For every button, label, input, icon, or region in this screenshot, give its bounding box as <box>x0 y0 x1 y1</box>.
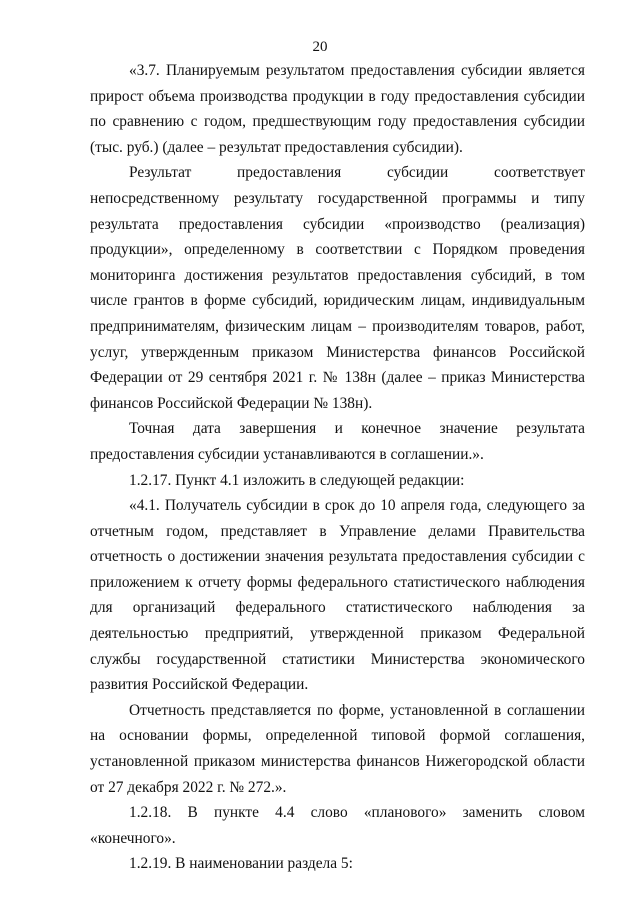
paragraph-result-planned: «3.7. Планируемым результатом предоставления субсидии является прирост объема производства продукции в году предоставления субсидии по сравнению с годом, предшествующим году предоставления субсидии (тыс. руб.) (далее – результат предоставления субсидии). <box>90 62 585 156</box>
paragraph-item-1-2-18: 1.2.18. В пункте 4.4 слово «планового» заменить словом «конечного». <box>90 804 585 847</box>
paragraph-result-deadline: Точная дата завершения и конечное значение результата предоставления субсидии устанавливаются в соглашении.». <box>90 420 585 463</box>
document-body <box>90 58 585 877</box>
paragraph-item-1-2-19: 1.2.19. В наименовании раздела 5: <box>129 855 353 873</box>
page-number: 20 <box>312 39 328 55</box>
paragraph-item-1-2-17: 1.2.17. Пункт 4.1 изложить в следующей редакции: <box>129 471 465 489</box>
paragraph-result-correspondence: Результат предоставления субсидии соответствует непосредственному результату государственной программы и типу результата предоставления субсидии «производство (реализация) продукции», определенному в соответствии с Порядком проведения мониторинга достижения результатов предоставления субсидий, в том числе грантов в форме субсидий, юридическим лицам, индивидуальным предпринимателям, физическим лицам – производителям товаров, работ, услуг, утвержденным приказом Министерства финансов Российской Федерации от 29 сентября 2021 г. № 138н (далее – приказ Министерства финансов Российской Федерации № 138н). <box>90 164 585 412</box>
paragraph-reporting-form: Отчетность представляется по форме, установленной в соглашении на основании формы, определенной типовой формой соглашения, установленной приказом министерства финансов Нижегородской области от 27 декабря 2022 г. № 272.». <box>90 701 585 796</box>
paragraph-clause-4-1: «4.1. Получатель субсидии в срок до 10 апреля года, следующего за отчетным годом, представляет в Управление делами Правительства отчетность о достижении значения результата предоставления субсидии с приложением к отчету формы федерального статистического наблюдения для организаций федерального статистического наблюдения за деятельностью предприятий, утвержденной приказом Федеральной службы государственной статистики Министерства экономического развития Российской Федерации. <box>90 497 585 694</box>
